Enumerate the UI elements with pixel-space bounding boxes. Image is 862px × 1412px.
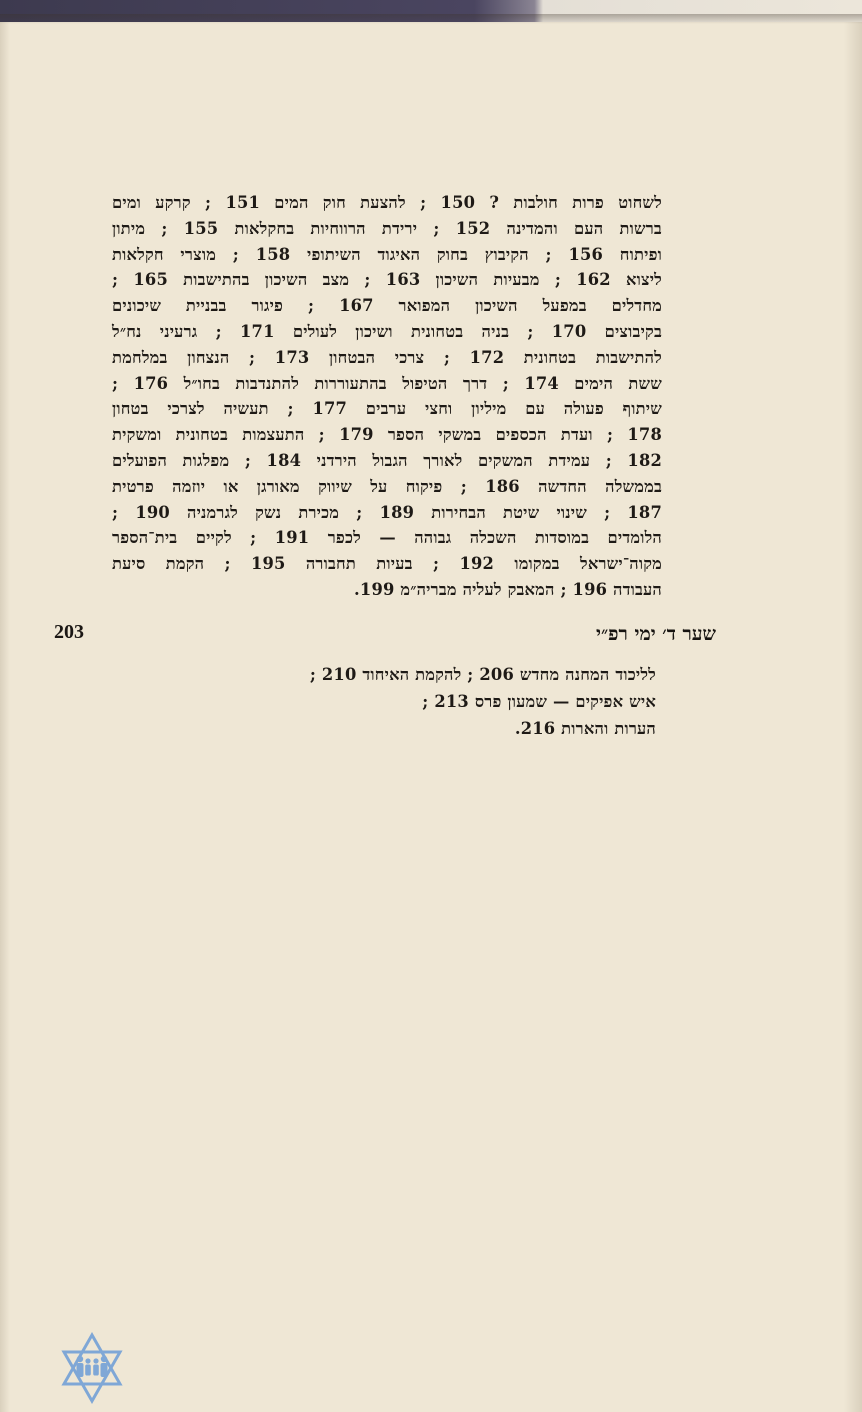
section-entry: לליכוד המחנה מחדש 206 ; להקמת האיחוד 210 ; — [309, 665, 656, 684]
toc-line: ברשות העם והמדינה 152 ; ירידת הרווחיות בחקלאות 155 ; מיתון — [112, 218, 662, 238]
section-entries — [310, 661, 656, 742]
section-entry: איש אפיקים — שמעון פרס 213 ; — [422, 692, 656, 711]
toc-line: העבודה 196 ; המאבק לעליה מבריה״מ 199. — [354, 579, 662, 599]
section-heading: שער ד׳ ימי רפ״י — [595, 623, 716, 645]
toc-line: ששת הימים 174 ; דרך הטיפול בהתעוררות להתנדבות בחו״ל 176 ; — [112, 373, 662, 393]
page-spine-shadow — [0, 22, 10, 1412]
toc-line: מקוה־ישראל במקומו 192 ; בעיות תחבורה 195 ; הקמת סיעת — [112, 554, 663, 574]
toc-line: לשחוט פרות חולבות ? 150 ; להצעת חוק המים 151 ; קרקע ומים — [112, 193, 662, 212]
toc-line: בממשלה החדשה 186 ; פיקוח על שיווק מאורגן או יוזמה פרטית — [112, 476, 662, 496]
toc-line: 182 ; עמידת המשקים לאורך הגבול הירדני 184 ; מפלגות הפועלים — [112, 450, 663, 470]
toc-line: 178 ; ועדת הכספים במשקי הספר 179 ; התעצמות בטחונית ומשקית — [112, 425, 662, 445]
toc-line: ליצוא 162 ; מבעיות השיכון 163 ; מצב השיכון בהתישבות 165 ; — [112, 270, 663, 290]
star-of-david-family-icon — [56, 1332, 128, 1404]
toc-line: בקיבוצים 170 ; בניה בטחונית ושיכון לעולים 171 ; גרעיני נח״ל — [112, 321, 662, 341]
toc-line: הלומדים במוסדות השכלה גבוהה — לכפר 191 ; לקיים בית־הספר — [112, 528, 662, 548]
page-number: 203 — [54, 621, 84, 643]
toc-line: ופיתוח 156 ; הקיבוץ בחוק האיגוד השיתופי 158 ; מוצרי חקלאות — [112, 244, 663, 264]
toc-line: להתישבות בטחונית 172 ; צרכי הבטחון 173 ; הנצחון במלחמת — [112, 347, 662, 367]
toc-line: מחדלים במפעל השיכון המפואר 167 ; פיגור בבניית שיכונים — [112, 296, 663, 316]
section-entry: הערות והארות 216. — [514, 719, 656, 738]
toc-line: 187 ; שינוי שיטת הבחירות 189 ; מכירת נשק לגרמניה 190 ; — [112, 502, 662, 522]
page-edge-shadow — [844, 22, 862, 1412]
scan-top-edge — [0, 0, 862, 22]
toc-paragraph — [112, 190, 662, 603]
toc-line: שיתוף פעולה עם מיליון וחצי ערבים 177 ; תעשיה לצרכי בטחון — [112, 399, 662, 419]
